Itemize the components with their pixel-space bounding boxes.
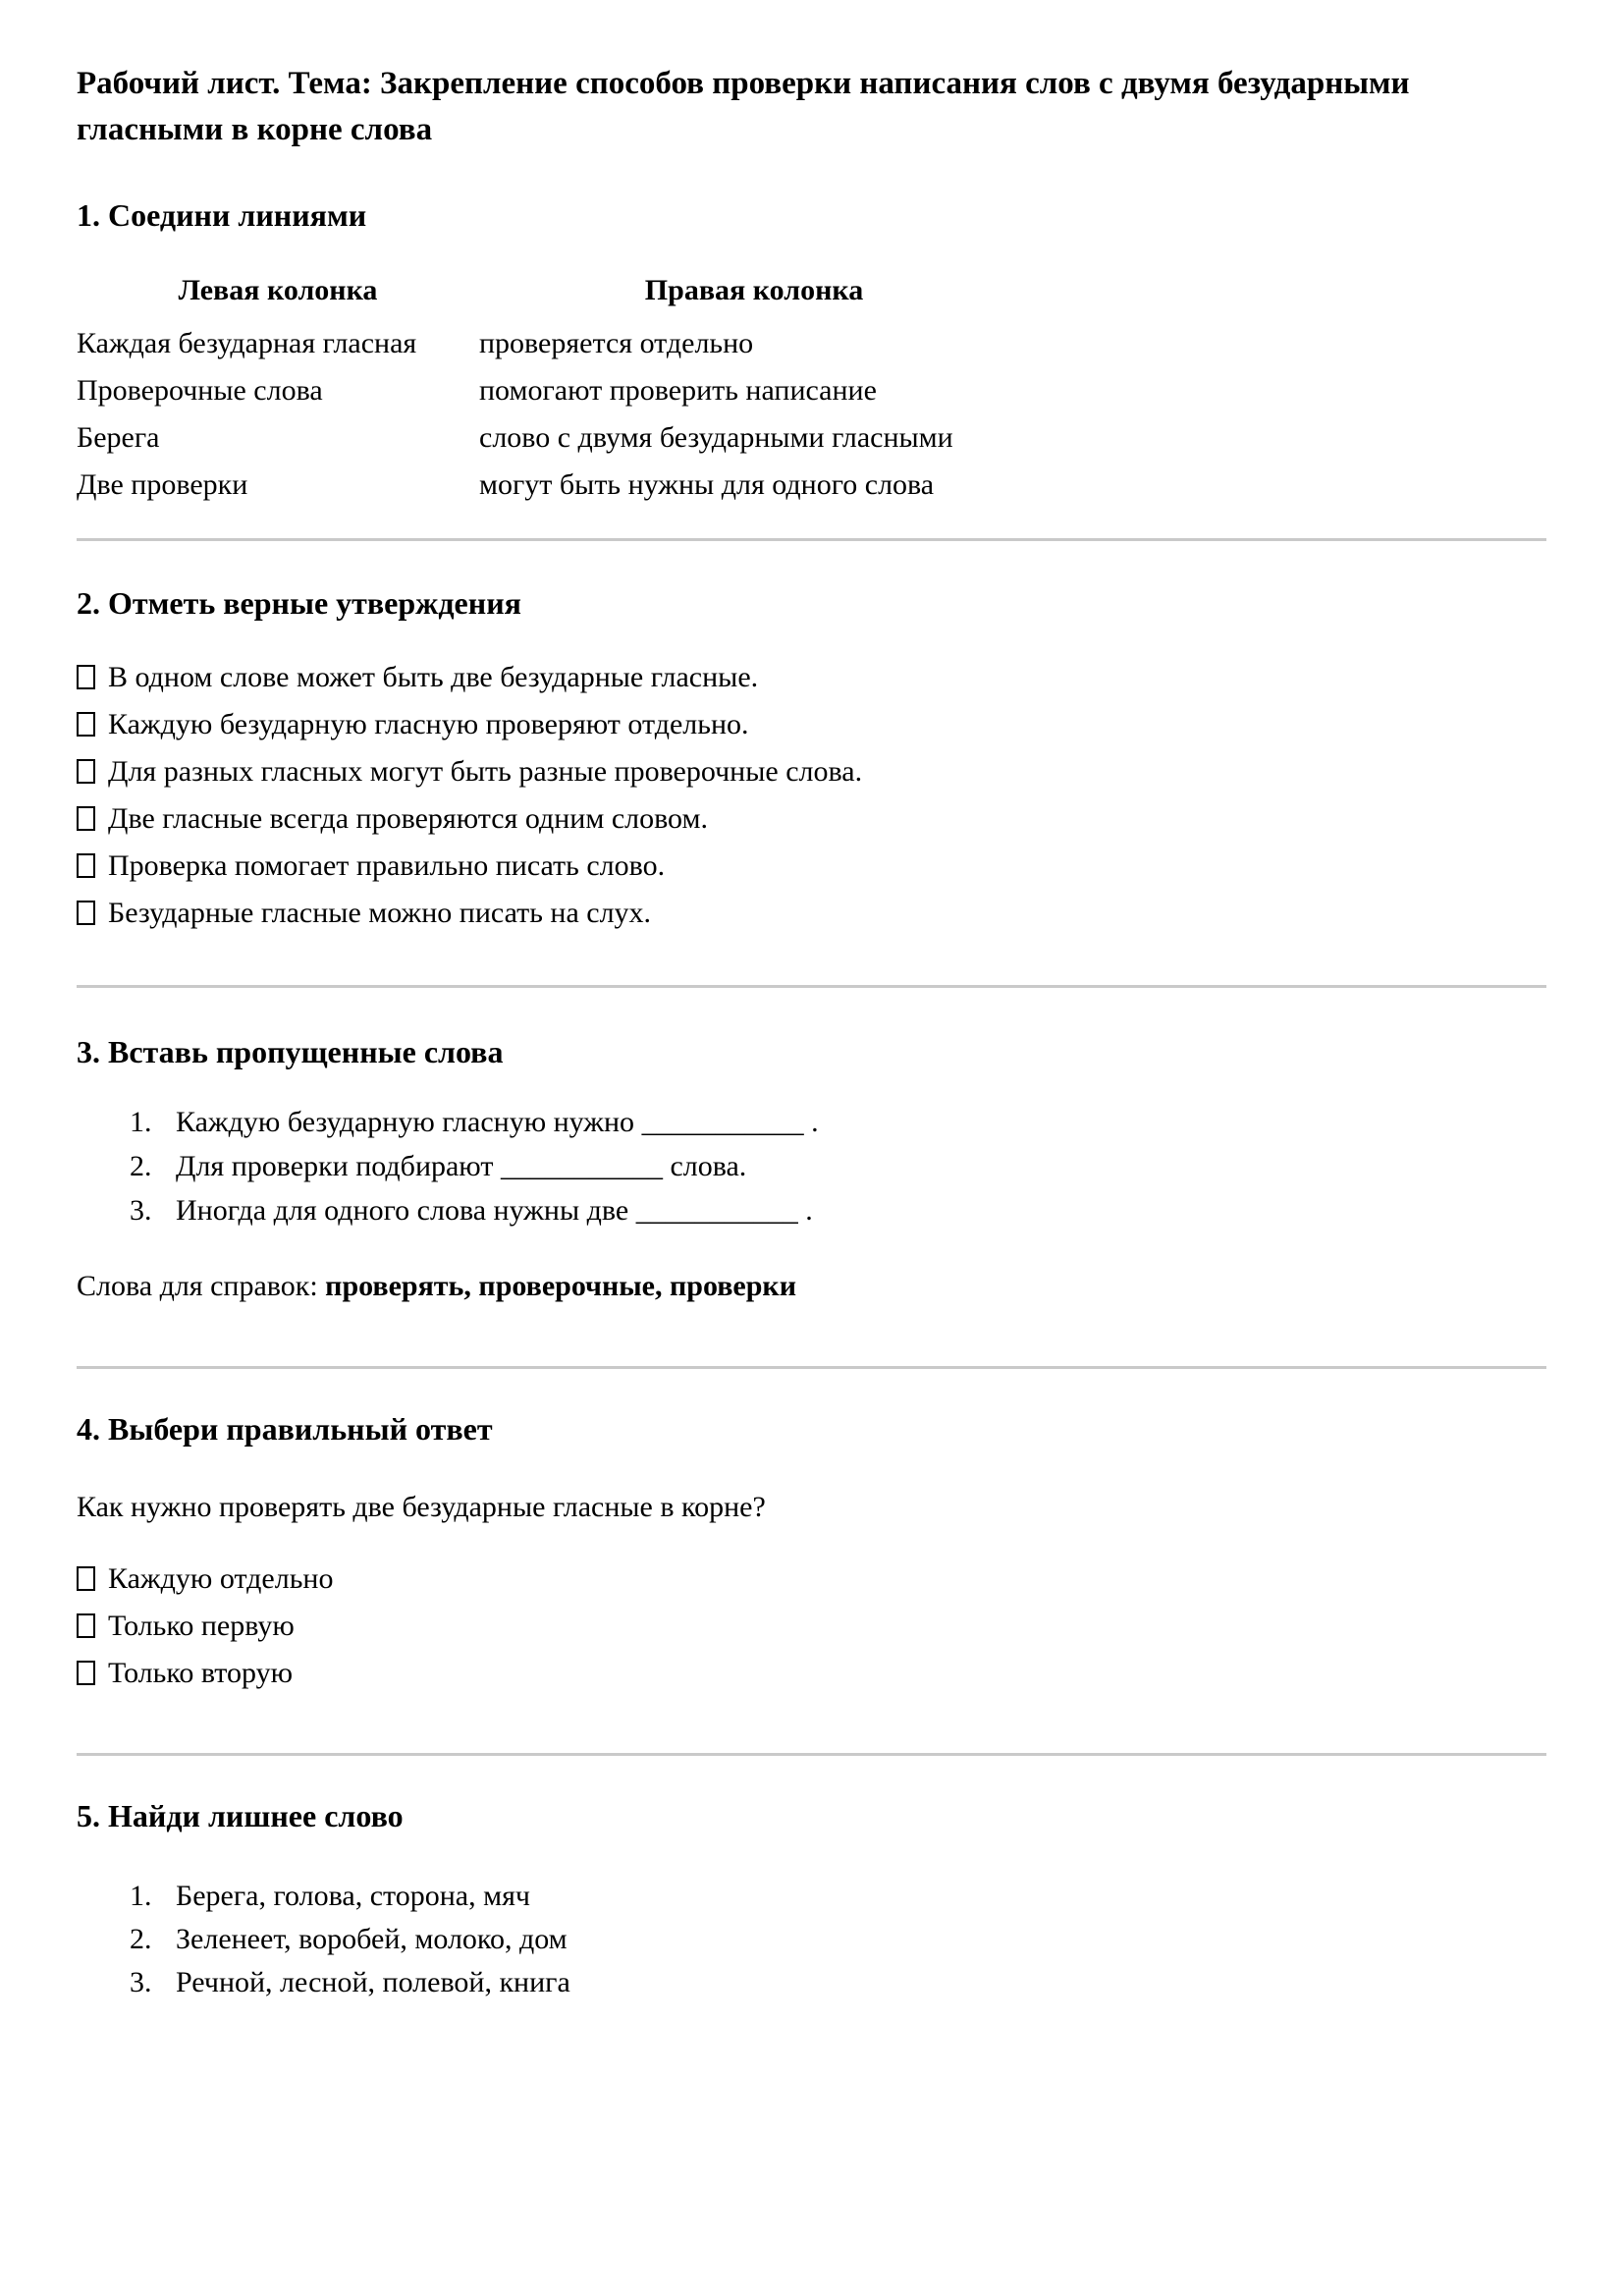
option-label: Каждую отдельно [108, 1562, 334, 1596]
checkbox-icon[interactable] [77, 901, 95, 925]
item-number: 3. [130, 1965, 152, 1998]
word-set: Речной, лесной, полевой, книга [176, 1965, 570, 1998]
fill-blanks-list [77, 1100, 1546, 1232]
statement-label: Две гласные всегда проверяются одним словом. [108, 801, 708, 835]
sentence-after: слова. [662, 1149, 747, 1182]
statement-label: Для разных гласных могут быть разные проверочные слова. [108, 754, 863, 788]
sentence [176, 1100, 819, 1144]
checkbox-icon[interactable] [77, 665, 95, 689]
section-divider [77, 538, 1546, 541]
option-label: Только первую [108, 1610, 295, 1643]
statement-row [77, 709, 1546, 739]
option-row [77, 1563, 1546, 1594]
option-row [77, 1611, 1546, 1641]
page-title: Рабочий лист. Тема: Закрепление способов проверки написания слов с двумя безударными гласными в корне слова [77, 66, 1410, 147]
table-row [77, 367, 1546, 414]
matching-table-header-row [77, 267, 1546, 314]
matching-table [77, 267, 1546, 509]
table-cell-left: Берега [77, 421, 160, 455]
table-cell-left: Проверочные слова [77, 374, 323, 408]
table-cell-right: помогают проверить написание [479, 374, 877, 408]
option-row [77, 1658, 1546, 1688]
list-item [130, 1961, 1546, 2004]
item-number: 1. [130, 1105, 152, 1138]
word-set: Берега, голова, сторона, мяч [176, 1879, 530, 1912]
checkbox-icon[interactable] [77, 1661, 95, 1685]
section-3-heading: 3. Вставь пропущенные слова [77, 1033, 504, 1069]
blank-line[interactable]: ___________ [641, 1105, 804, 1138]
sentence-before: Каждую безударную гласную нужно [176, 1105, 642, 1138]
checkbox-icon[interactable] [77, 806, 95, 831]
checkbox-icon[interactable] [77, 853, 95, 878]
list-item [130, 1144, 1546, 1188]
question-text: Как нужно проверять две безударные гласные в корне? [77, 1491, 766, 1524]
section-1-heading: 1. Соедини линиями [77, 196, 367, 233]
reference-words: проверять, проверочные, проверки [325, 1269, 796, 1302]
blank-line[interactable]: ___________ [635, 1193, 798, 1227]
sentence-after: . [803, 1105, 819, 1138]
table-cell-left: Каждая безударная гласная [77, 327, 417, 360]
statement-row [77, 850, 1546, 881]
section-5-heading: 5. Найди лишнее слово [77, 1798, 404, 1834]
list-item [130, 1188, 1546, 1232]
blank-line[interactable]: ___________ [500, 1149, 663, 1182]
statements-checklist [77, 662, 1546, 928]
sentence-before: Иногда для одного слова нужны две [176, 1193, 636, 1227]
section-2-heading: 2. Отметь верные утверждения [77, 585, 521, 622]
section-divider [77, 985, 1546, 988]
sentence [176, 1144, 746, 1188]
section-divider [77, 1366, 1546, 1369]
statement-row [77, 803, 1546, 834]
answer-options-list [77, 1563, 1546, 1688]
sentence [176, 1188, 813, 1232]
item-number: 2. [130, 1922, 152, 1955]
list-item [130, 1875, 1546, 1918]
table-row [77, 414, 1546, 462]
checkbox-icon[interactable] [77, 712, 95, 737]
reference-label: Слова для справок: [77, 1269, 326, 1302]
item-number: 1. [130, 1879, 152, 1912]
checkbox-icon[interactable] [77, 1566, 95, 1591]
statement-label: Каждую безударную гласную проверяют отдельно. [108, 707, 749, 740]
statement-label: В одном слове может быть две безударные гласные. [108, 660, 759, 693]
left-column-header: Левая колонка [178, 274, 378, 307]
checkbox-icon[interactable] [77, 1613, 95, 1638]
reference-words-line [77, 1270, 1546, 1303]
statement-row [77, 662, 1546, 692]
table-row [77, 320, 1546, 367]
list-item [130, 1918, 1546, 1961]
statement-row [77, 898, 1546, 928]
table-cell-right: могут быть нужны для одного слова [479, 468, 935, 502]
odd-word-list [77, 1875, 1546, 2004]
statement-label: Проверка помогает правильно писать слово. [108, 848, 666, 882]
checkbox-icon[interactable] [77, 759, 95, 784]
statement-label: Безударные гласные можно писать на слух. [108, 896, 652, 929]
table-cell-right: слово с двумя безударными гласными [479, 421, 953, 455]
right-column-header: Правая колонка [644, 274, 864, 307]
sentence-before: Для проверки подбирают [176, 1149, 501, 1182]
option-label: Только вторую [108, 1657, 294, 1690]
section-divider [77, 1753, 1546, 1756]
table-cell-left: Две проверки [77, 468, 248, 502]
list-item [130, 1100, 1546, 1144]
section-4-heading: 4. Выбери правильный ответ [77, 1410, 493, 1447]
table-row [77, 462, 1546, 509]
word-set: Зеленеет, воробей, молоко, дом [176, 1922, 568, 1955]
item-number: 2. [130, 1149, 152, 1182]
table-cell-right: проверяется отдельно [479, 327, 754, 360]
item-number: 3. [130, 1193, 152, 1227]
statement-row [77, 756, 1546, 787]
sentence-after: . [797, 1193, 813, 1227]
